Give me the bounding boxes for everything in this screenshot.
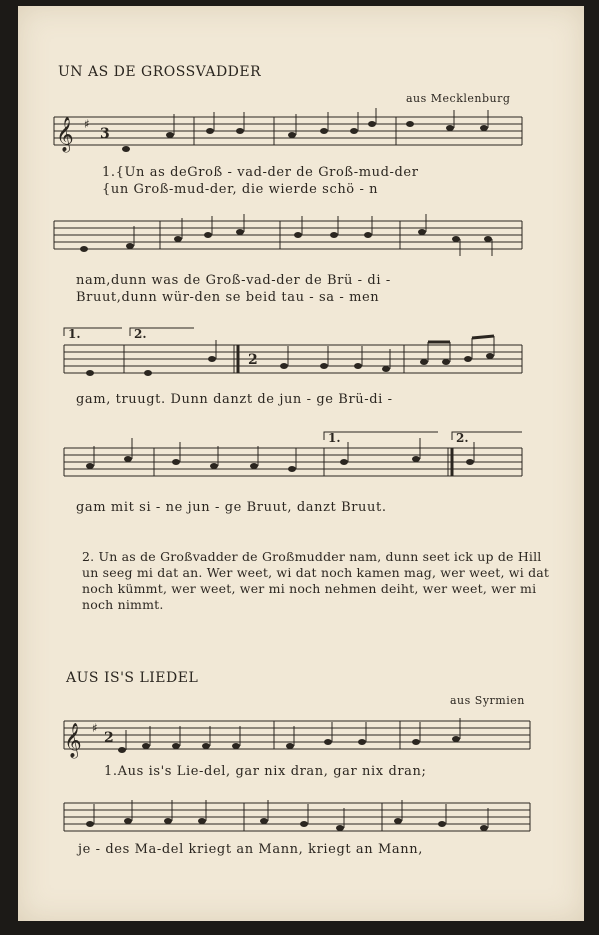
song-title: UN AS DE GROSSVADDER [58,64,262,80]
song-origin: aus Mecklenburg [406,92,511,105]
lyric-line: 1.Aus is's Lie-del, gar nix dran, gar nix dran; [104,764,427,779]
music-staff-2 [18,210,584,270]
lyric-line: 1.{Un as deGroß - vad-der de Groß-mud-der [102,165,419,180]
svg-text:2.: 2. [134,327,147,341]
song-title: AUS IS'S LIEDEL [66,670,199,686]
svg-text:♯: ♯ [92,721,98,735]
svg-text:♯: ♯ [84,117,90,131]
music-staff-6 [18,792,584,842]
svg-text:1.: 1. [328,431,341,445]
svg-text:𝄞: 𝄞 [56,117,74,152]
music-staff-3 [18,324,584,394]
lyric-line: gam mit si - ne jun - ge Bruut, danzt Bruut. [76,500,387,515]
lyric-line: gam, truugt. Dunn danzt de jun - ge Brü-di - [76,392,393,407]
verse-2-text: 2. Un as de Großvadder de Großmudder nam, dunn seet ick up de Hill un seeg mi dat an. Wer weet, wi dat noch kamen mag, wer weet, wi dat noch kümmt, wer weet, wer mi noch nehmen deiht, wer weet, wer mi noch nimmt. [82,549,550,612]
music-staff-1 [18,106,584,166]
song-origin: aus Syrmien [450,694,525,707]
svg-text:2.: 2. [456,431,469,445]
music-staff-4 [18,426,584,492]
songbook-page [18,6,584,921]
lyric-line: Bruut,dunn wür-den se beid tau - sa - men [76,290,380,305]
svg-text:3: 3 [100,126,110,142]
svg-text:2: 2 [104,730,114,746]
svg-text:𝄞: 𝄞 [64,723,82,758]
lyric-line: {un Groß-mud-der, die wierde schö - n [102,182,379,197]
music-staff-5 [18,710,584,766]
svg-text:2: 2 [248,352,258,368]
lyric-line: je - des Ma-del kriegt an Mann, kriegt an Mann, [78,842,423,857]
svg-text:1.: 1. [68,327,81,341]
lyric-line: nam,dunn was de Groß-vad-der de Brü - di - [76,273,391,288]
